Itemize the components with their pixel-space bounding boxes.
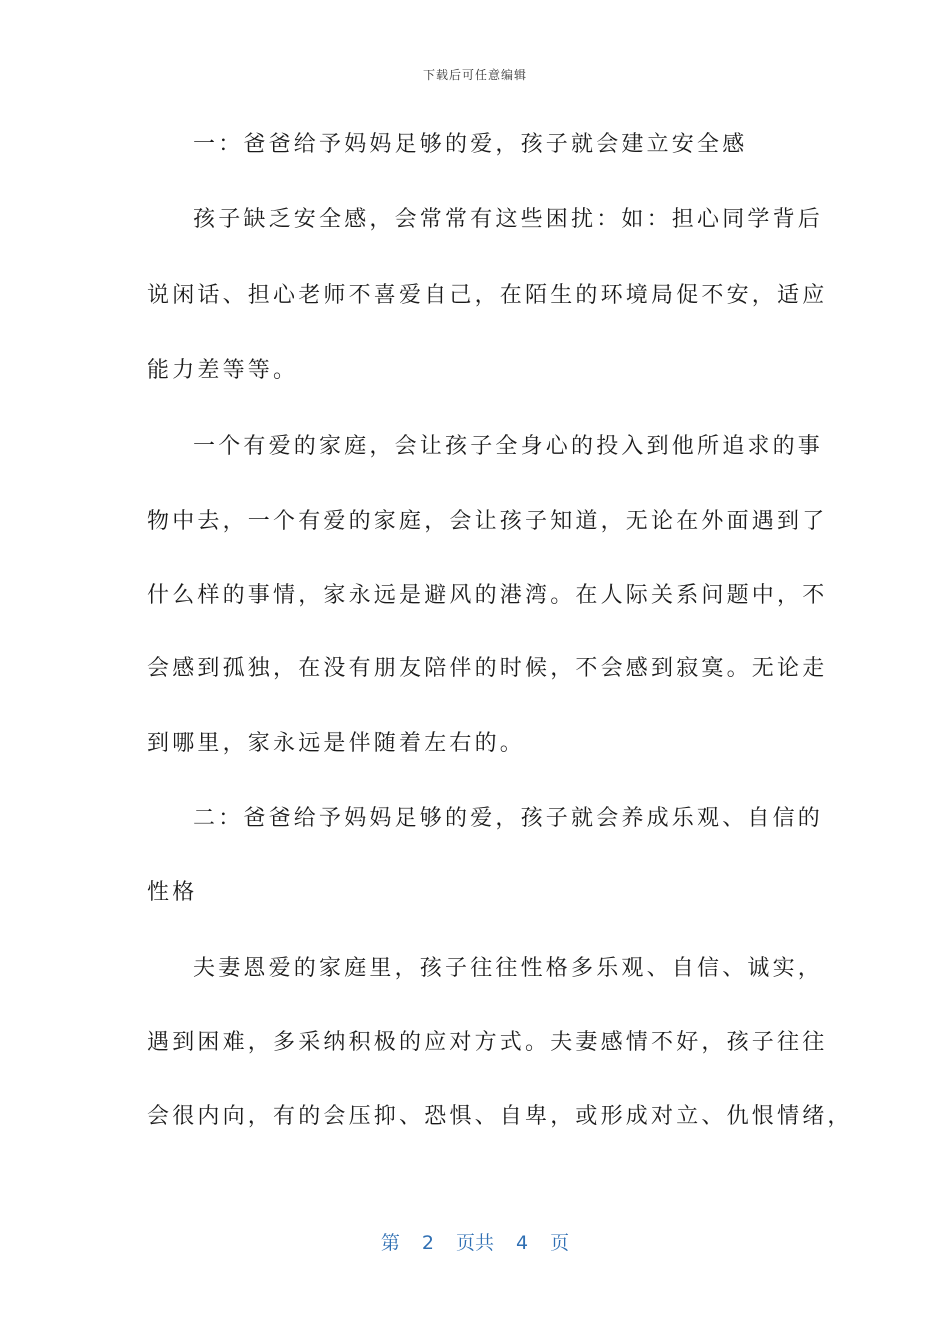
paragraph-line: 会感到孤独，在没有朋友陪伴的时候，不会感到寂寞。无论走 xyxy=(147,656,828,681)
paragraph-line: 物中去，一个有爱的家庭，会让孩子知道，无论在外面遇到了 xyxy=(147,509,828,534)
current-page-number: 2 xyxy=(421,1232,434,1254)
paragraph-line: 到哪里，家永远是伴随着左右的。 xyxy=(147,731,526,756)
page-footer xyxy=(0,1228,950,1255)
paragraph-line: 会很内向，有的会压抑、恐惧、自卑，或形成对立、仇恨情绪， xyxy=(147,1104,853,1129)
paragraph-line: 能力差等等。 xyxy=(147,358,299,383)
paragraph-line: 说闲话、担心老师不喜爱自己，在陌生的环境局促不安，适应 xyxy=(147,283,828,308)
paragraph-line: 遇到困难，多采纳积极的应对方式。夫妻感情不好，孩子往往 xyxy=(147,1030,828,1055)
page-header: 下载后可任意编辑 xyxy=(422,68,527,82)
paragraph-line: 性格 xyxy=(147,880,198,905)
paragraph-line: 夫妻恩爱的家庭里，孩子往往性格多乐观、自信、诚实， xyxy=(193,956,824,981)
paragraph-line: 二：爸爸给予妈妈足够的爱，孩子就会养成乐观、自信的 xyxy=(193,806,824,831)
paragraph-line: 什么样的事情，家永远是避风的港湾。在人际关系问题中，不 xyxy=(147,583,828,608)
total-pages-number: 4 xyxy=(516,1232,529,1254)
footer-prefix: 第 xyxy=(380,1232,400,1254)
paragraph-line: 一个有爱的家庭，会让孩子全身心的投入到他所追求的事 xyxy=(193,434,824,459)
paragraph-line: 孩子缺乏安全感，会常常有这些困扰：如：担心同学背后 xyxy=(193,207,824,232)
footer-middle: 页共 xyxy=(455,1232,494,1254)
paragraph-line: 一：爸爸给予妈妈足够的爱，孩子就会建立安全感 xyxy=(193,132,748,157)
footer-suffix: 页 xyxy=(550,1232,570,1254)
